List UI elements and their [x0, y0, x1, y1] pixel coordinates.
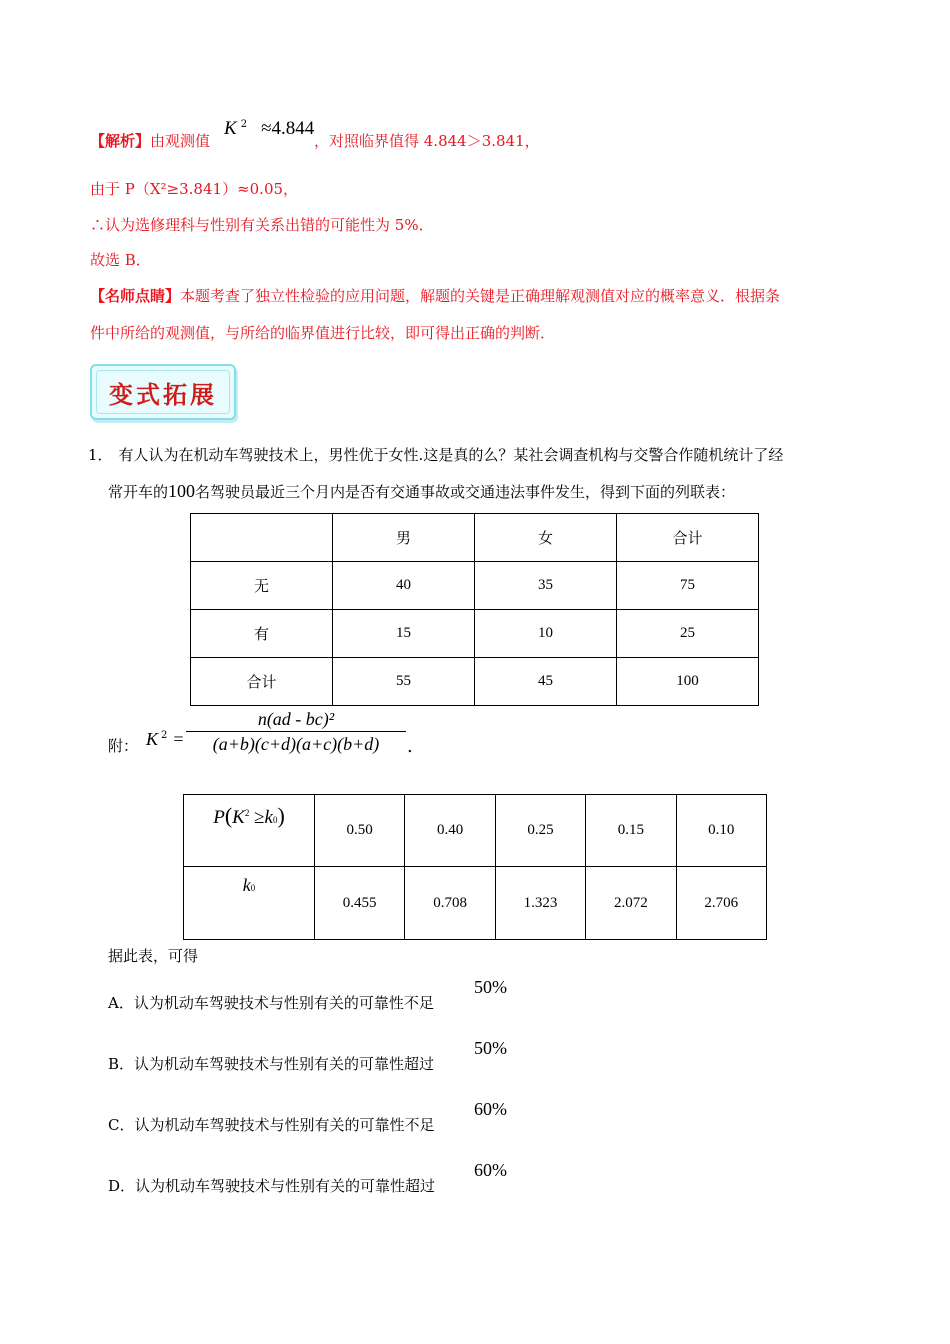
header-male: 男 — [332, 514, 474, 562]
option-c[interactable]: C．认为机动车驾驶技术与性别有关的可靠性不足 — [108, 1116, 435, 1134]
k2-observed-value: K $^2$ ≈4.844 — [224, 118, 315, 139]
analysis-line-1 — [90, 132, 210, 150]
contingency-table — [190, 513, 759, 706]
header-total: 合计 — [616, 514, 758, 562]
question-line-1: 1． 有人认为在机动车驾驶技术上，男性优于女性.这是真的么？某社会调查机构与交警合作随机统计了经 — [88, 446, 784, 464]
tips-line-1: 【名师点睛】本题考查了独立性检验的应用问题，解题的关键是正确理解观测值对应的概率意义．根据条 — [90, 287, 781, 305]
table-row — [191, 514, 759, 562]
critical-value-table — [183, 794, 767, 940]
option-a[interactable]: A．认为机动车驾驶技术与性别有关的可靠性不足 — [108, 994, 434, 1012]
option-a-pct: 50% — [474, 977, 507, 997]
table-row: k0 0.455 0.708 1.323 2.072 2.706 — [184, 867, 767, 940]
table-row: 无 40 35 75 — [191, 562, 759, 610]
analysis-tag: 【解析】 — [90, 132, 151, 150]
badge-label: 变式拓展 — [96, 370, 230, 414]
option-d[interactable]: D．认为机动车驾驶技术与性别有关的可靠性超过 — [108, 1177, 436, 1195]
tips-tag: 【名师点睛】 — [90, 287, 181, 305]
k0-label: k0 — [184, 867, 315, 940]
table-row: 合计 55 45 100 — [191, 658, 759, 706]
driver-count: 100 — [168, 481, 196, 501]
question-number: 1． — [88, 446, 113, 464]
variant-extension-badge — [90, 364, 236, 420]
table-row: 有 15 10 25 — [191, 610, 759, 658]
analysis-compare-text: ，对照临界值得 4.844＞3.841， — [314, 132, 540, 150]
question-line-2: 常开车的100名驾驶员最近三个月内是否有交通事故或交通违法事件发生，得到下面的列联表： — [108, 481, 736, 501]
p-label: $P(K^2 \ge k0)$ — [184, 795, 315, 867]
tips-line-2: 件中所给的观测值，与所给的临界值进行比较，即可得出正确的判断． — [90, 324, 556, 342]
table-row: $P(K^2 \ge k0)$ 0.50 0.40 0.25 0.15 0.10 — [184, 795, 767, 867]
analysis-line-4: 故选 B． — [90, 251, 151, 269]
header-female: 女 — [474, 514, 616, 562]
conclusion-text: 据此表，可得 — [108, 947, 199, 965]
option-d-pct: 60% — [474, 1160, 507, 1180]
analysis-line-3: ∴认为选修理科与性别有关系出错的可能性为 5%． — [90, 216, 434, 234]
analysis-observed-label: 由观测值 — [150, 132, 211, 150]
option-c-pct: 60% — [474, 1099, 507, 1119]
formula-lhs: K $^2$ = — [146, 729, 184, 749]
formula-end: . — [407, 736, 413, 757]
formula-numerator: n(ad - bc)² — [257, 709, 335, 729]
formula-fraction — [186, 708, 406, 755]
formula-prefix: 附： — [108, 737, 139, 755]
option-b-pct: 50% — [474, 1038, 507, 1058]
option-b[interactable]: B．认为机动车驾驶技术与性别有关的可靠性超过 — [108, 1055, 435, 1073]
analysis-line-2: 由于 P（X²≥3.841）≈0.05， — [90, 180, 299, 198]
formula-denominator: (a+b)(c+d)(a+c)(b+d) — [212, 734, 380, 754]
